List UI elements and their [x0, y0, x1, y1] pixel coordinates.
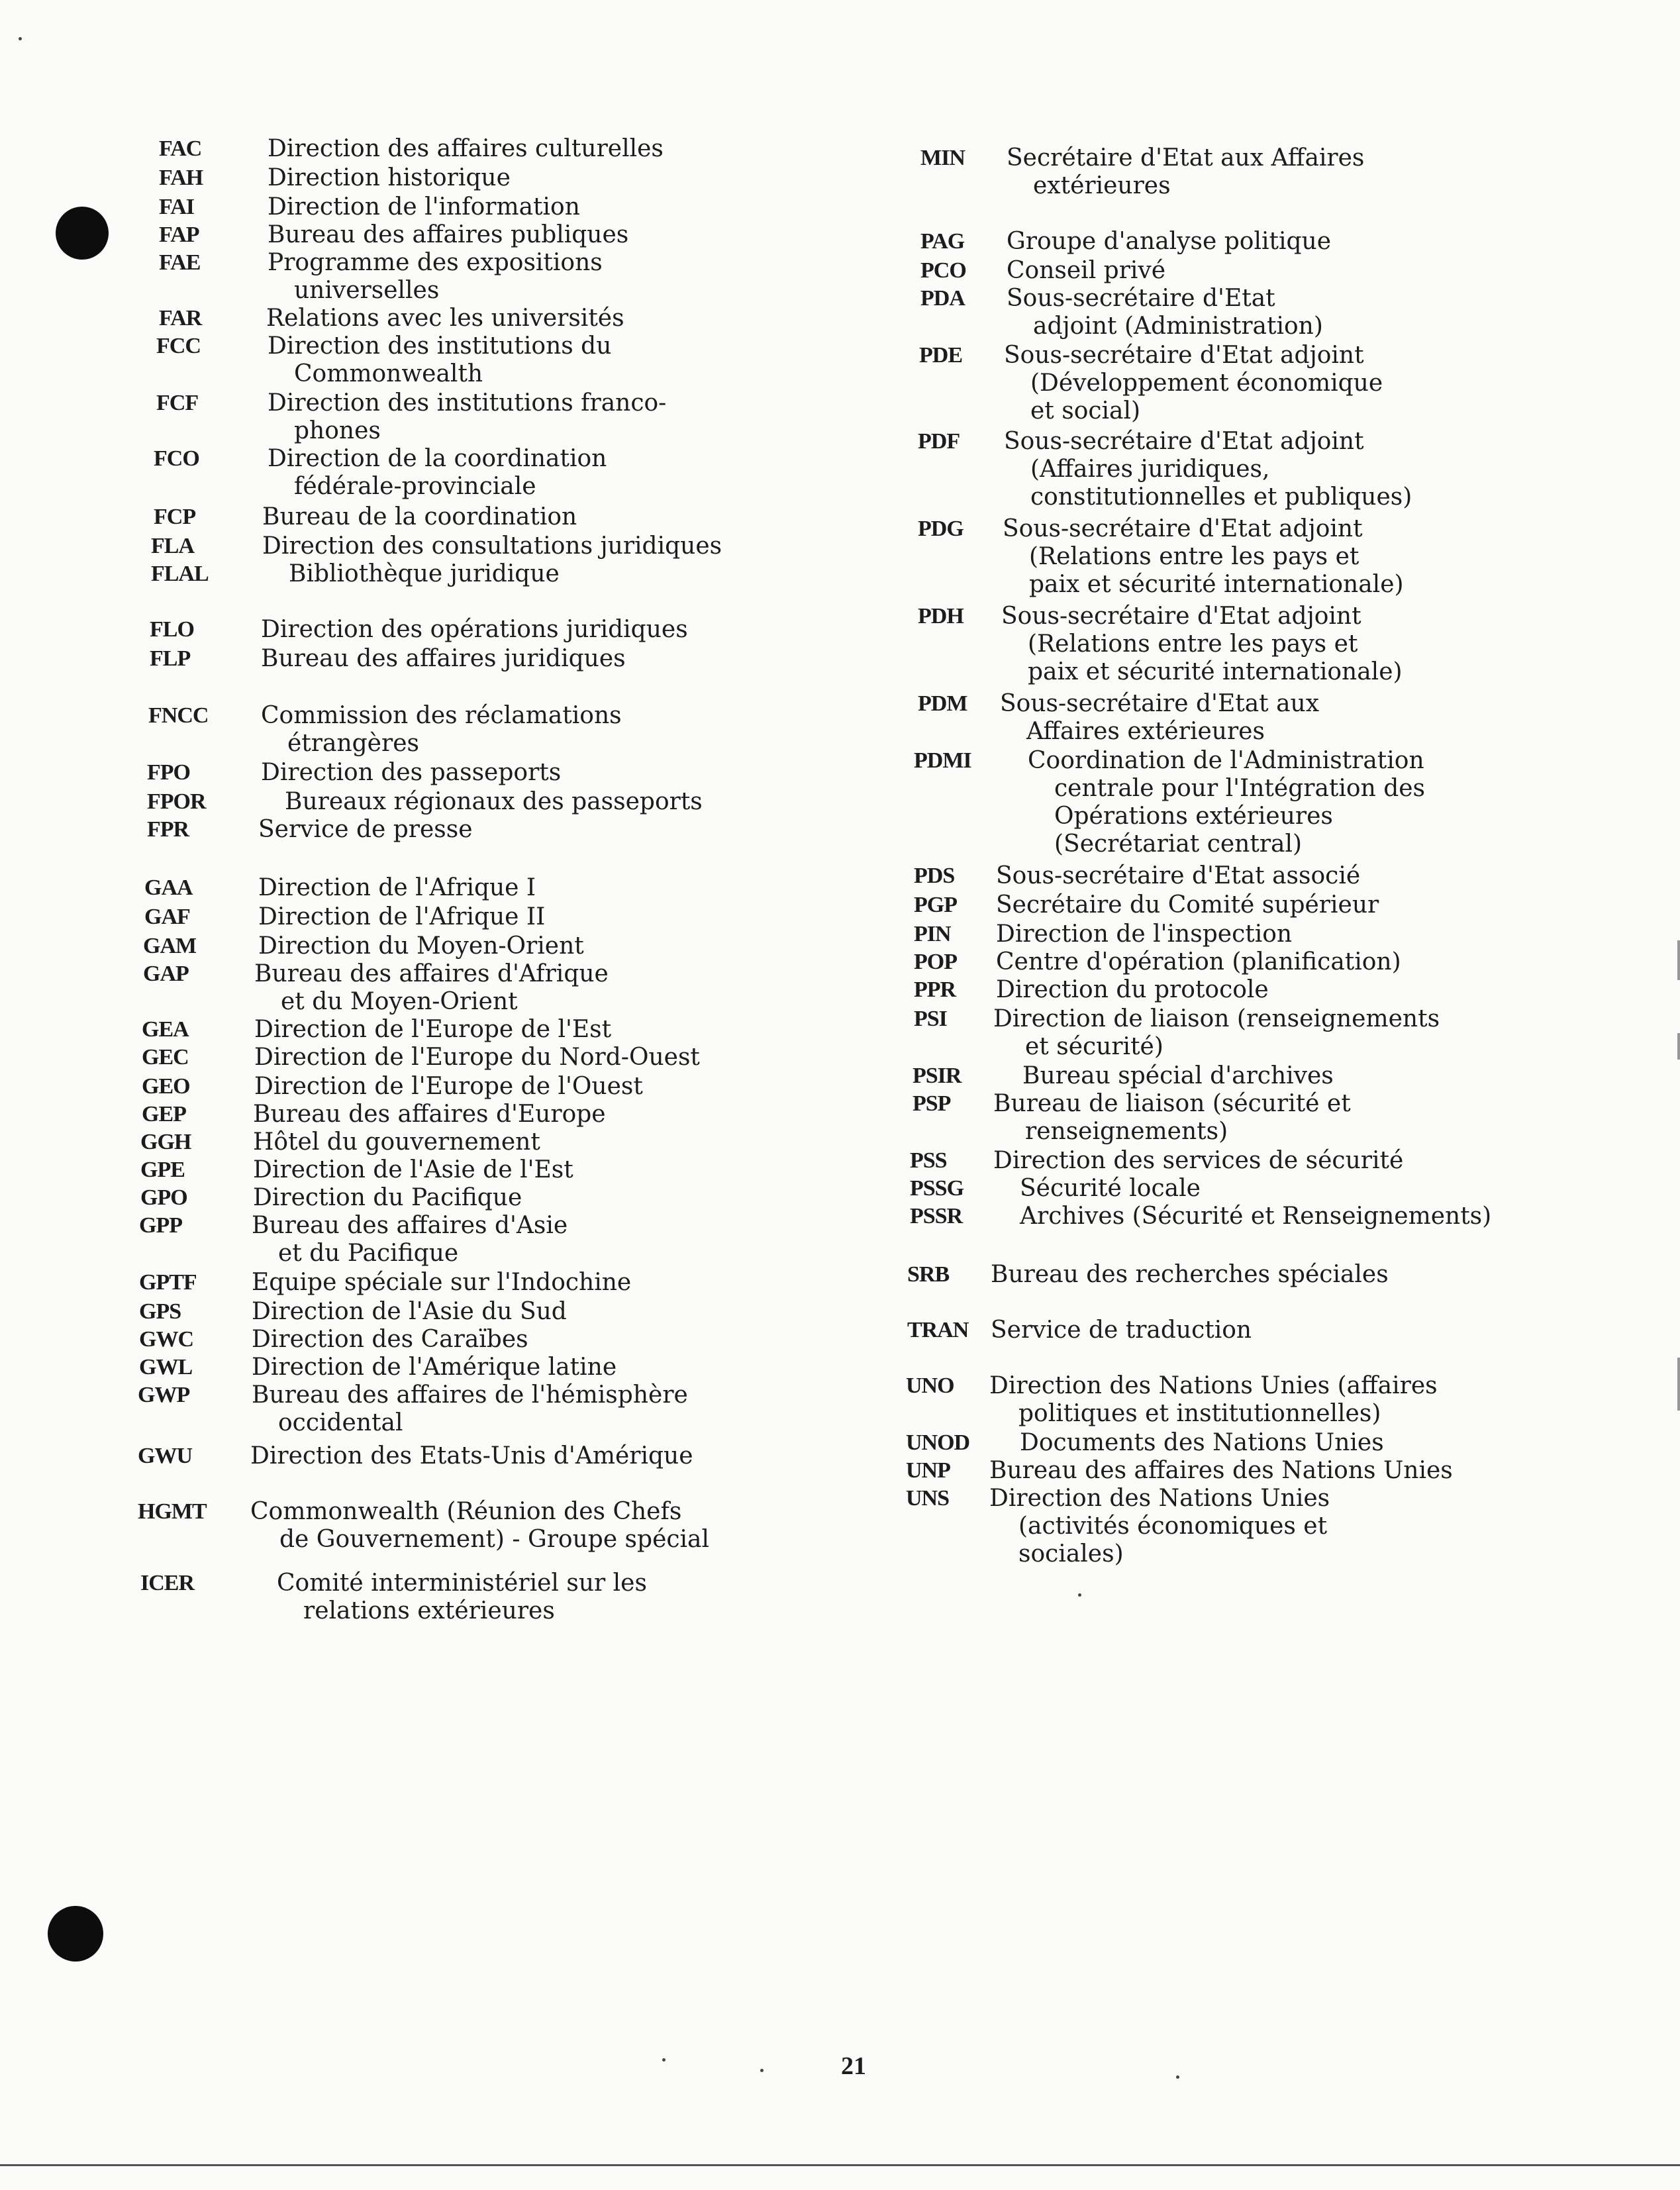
description-line: (Secrétariat central): [1054, 830, 1303, 858]
abbreviation-description: [268, 164, 511, 192]
abbreviation-code: PDS: [914, 864, 955, 888]
abbreviation-description: [1020, 1429, 1384, 1457]
abbreviation-code: GPP: [139, 1213, 182, 1238]
abbreviation-description: [261, 702, 622, 758]
description-line: (activités économiques et: [1018, 1513, 1328, 1540]
abbreviation-description: [991, 1261, 1389, 1289]
description-line: Bureaux régionaux des passeports: [285, 788, 703, 815]
description-line: étrangères: [287, 730, 419, 757]
abbreviation-code: FPO: [147, 760, 190, 785]
abbreviation-description: [253, 1128, 540, 1156]
abbreviation-code: GPTF: [139, 1270, 197, 1295]
abbreviation-code: PSP: [913, 1091, 951, 1116]
description-line: et du Moyen-Orient: [281, 988, 518, 1015]
abbreviation-code: FAR: [159, 306, 202, 330]
description-line: Direction de l'Amérique latine: [252, 1354, 617, 1381]
abbreviation-description: [262, 503, 577, 531]
abbreviation-code: GWU: [138, 1444, 192, 1468]
abbreviation-description: [1022, 1062, 1334, 1090]
abbreviation-description: [254, 1073, 643, 1101]
abbreviation-code: GWP: [138, 1383, 190, 1407]
description-line: Sous-secrétaire d'Etat adjoint: [1004, 342, 1364, 369]
abbreviation-description: [289, 560, 560, 588]
abbreviation-description: [996, 948, 1401, 976]
description-line: Equipe spéciale sur l'Indochine: [252, 1269, 632, 1296]
description-line: (Affaires juridiques,: [1030, 456, 1270, 483]
abbreviation-description: [1004, 428, 1412, 511]
description-line: Sous-secrétaire d'Etat aux: [1000, 690, 1320, 717]
abbreviation-code: FNCC: [148, 703, 209, 728]
description-line: Direction de l'Afrique I: [258, 874, 536, 901]
abbreviation-code: GPS: [139, 1299, 181, 1324]
abbreviation-description: [268, 445, 607, 501]
description-line: Groupe d'analyse politique: [1007, 228, 1332, 255]
abbreviation-code: HGMT: [138, 1499, 207, 1524]
abbreviation-description: [252, 1354, 617, 1381]
description-line: Bureau des affaires juridiques: [261, 645, 626, 672]
description-line: Commonwealth (Réunion des Chefs: [250, 1498, 682, 1525]
description-line: universelles: [294, 277, 440, 304]
abbreviation-code: MIN: [920, 146, 965, 170]
description-line: Direction des Nations Unies: [989, 1485, 1330, 1512]
description-line: Secrétaire du Comité supérieur: [996, 891, 1379, 919]
abbreviation-code: PCO: [920, 258, 966, 283]
abbreviation-code: FCP: [154, 505, 196, 529]
abbreviation-code: UNOD: [906, 1430, 970, 1455]
abbreviation-code: GWL: [139, 1355, 193, 1379]
description-line: Bureau des affaires des Nations Unies: [989, 1457, 1453, 1484]
punch-hole-top: [56, 207, 109, 260]
description-line: Direction de l'Europe de l'Ouest: [254, 1073, 643, 1100]
abbreviation-description: [250, 1442, 693, 1470]
abbreviation-description: [253, 1101, 606, 1128]
description-line: Direction de liaison (renseignements: [993, 1005, 1440, 1032]
description-line: renseignements): [1025, 1118, 1228, 1145]
description-line: (Relations entre les pays et: [1029, 543, 1359, 570]
description-line: Bureau des affaires d'Europe: [253, 1101, 606, 1128]
description-line: Archives (Sécurité et Renseignements): [1020, 1203, 1492, 1230]
abbreviation-description: [1007, 285, 1323, 340]
description-line: Bureau des affaires d'Afrique: [254, 960, 609, 987]
scan-speck: [1078, 1593, 1081, 1597]
abbreviation-code: UNP: [906, 1458, 950, 1483]
abbreviation-code: UNS: [906, 1486, 950, 1511]
abbreviation-description: [252, 1326, 528, 1354]
abbreviation-description: [993, 1147, 1403, 1175]
abbreviation-code: POP: [914, 950, 957, 974]
abbreviation-code: PSSG: [910, 1176, 964, 1201]
description-line: Direction de l'Afrique II: [258, 903, 546, 930]
description-line: centrale pour l'Intégration des: [1054, 775, 1426, 802]
abbreviation-description: [996, 921, 1292, 948]
abbreviation-description: [261, 616, 688, 644]
abbreviation-code: GGH: [140, 1130, 191, 1154]
abbreviation-description: [1028, 747, 1425, 858]
abbreviation-description: [262, 532, 722, 560]
description-line: (Relations entre les pays et: [1028, 630, 1358, 658]
description-line: Sous-secrétaire d'Etat adjoint: [1004, 428, 1364, 455]
description-line: Direction des passeports: [261, 759, 562, 786]
description-line: Coordination de l'Administration: [1028, 747, 1424, 774]
abbreviation-description: [253, 1156, 573, 1184]
description-line: Sous-secrétaire d'Etat: [1007, 285, 1275, 312]
description-line: politiques et institutionnelles): [1018, 1400, 1381, 1427]
abbreviation-description: [268, 221, 628, 249]
abbreviation-code: PSSR: [910, 1204, 963, 1228]
description-line: Documents des Nations Unies: [1020, 1429, 1384, 1456]
abbreviation-code: GEA: [142, 1017, 189, 1042]
description-line: paix et sécurité internationale): [1028, 658, 1403, 685]
abbreviation-description: [268, 332, 611, 388]
description-line: Direction des opérations juridiques: [261, 616, 688, 643]
abbreviation-description: [996, 976, 1269, 1004]
abbreviation-code: PDMI: [914, 748, 971, 773]
abbreviation-description: [989, 1485, 1330, 1568]
bottom-rule: [0, 2164, 1680, 2166]
description-line: Conseil privé: [1007, 257, 1166, 284]
abbreviation-code: GEP: [142, 1102, 186, 1126]
description-line: Bibliothèque juridique: [289, 560, 560, 587]
abbreviation-code: FPR: [147, 817, 189, 842]
description-line: constitutionnelles et publiques): [1030, 483, 1412, 511]
description-line: Commonwealth: [294, 360, 483, 387]
description-line: Direction des consultations juridiques: [262, 532, 722, 560]
abbreviation-code: PDH: [918, 604, 964, 628]
abbreviation-code: GAF: [144, 905, 190, 929]
abbreviation-description: [261, 759, 561, 787]
description-line: Direction du Moyen-Orient: [258, 932, 584, 960]
abbreviation-description: [268, 389, 666, 445]
description-line: Direction des Nations Unies (affaires: [989, 1372, 1438, 1399]
abbreviation-description: [1007, 257, 1165, 285]
abbreviation-code: GPE: [140, 1158, 185, 1182]
description-line: sociales): [1018, 1540, 1124, 1568]
description-line: (Développement économique: [1030, 370, 1383, 397]
description-line: Service de traduction: [991, 1317, 1252, 1344]
abbreviation-description: [1020, 1203, 1491, 1230]
abbreviation-description: [1001, 603, 1403, 686]
description-line: Bureau des affaires publiques: [268, 221, 629, 248]
abbreviation-code: GAM: [143, 934, 197, 958]
abbreviation-description: [252, 1381, 688, 1437]
abbreviation-code: FAC: [159, 136, 202, 161]
abbreviation-description: [268, 193, 580, 221]
description-line: de Gouvernement) - Groupe spécial: [279, 1526, 710, 1553]
abbreviation-code: PSIR: [913, 1064, 962, 1088]
description-line: Direction de l'Europe du Nord-Ouest: [254, 1044, 700, 1071]
description-line: Direction du Pacifique: [253, 1184, 522, 1211]
description-line: Bureau des affaires d'Asie: [252, 1212, 568, 1239]
abbreviation-code: FAH: [159, 166, 203, 190]
scan-speck: [662, 2058, 666, 2062]
abbreviation-code: SRB: [907, 1262, 950, 1287]
abbreviation-code: PSI: [914, 1007, 947, 1031]
abbreviation-description: [1020, 1175, 1201, 1203]
description-line: Direction du protocole: [996, 976, 1269, 1003]
abbreviation-code: FAP: [159, 223, 199, 247]
abbreviation-description: [996, 891, 1379, 919]
description-line: Bureau de la coordination: [262, 503, 577, 530]
abbreviation-description: [996, 862, 1360, 890]
abbreviation-description: [252, 1269, 631, 1297]
abbreviation-code: FAI: [159, 195, 195, 219]
description-line: Secrétaire d'Etat aux Affaires: [1007, 144, 1365, 172]
description-line: Bureau spécial d'archives: [1022, 1062, 1334, 1089]
abbreviation-code: FCO: [154, 446, 199, 471]
abbreviation-description: [252, 1212, 568, 1268]
abbreviation-code: FLAL: [151, 562, 209, 586]
description-line: Opérations extérieures: [1054, 803, 1333, 830]
abbreviation-description: [1003, 515, 1404, 599]
description-line: Relations avec les universités: [266, 305, 624, 332]
abbreviation-description: [989, 1372, 1438, 1428]
abbreviation-description: [250, 1498, 709, 1554]
abbreviation-description: [268, 135, 664, 163]
abbreviation-description: [1004, 342, 1383, 425]
abbreviation-description: [252, 1298, 567, 1326]
description-line: Sous-secrétaire d'Etat adjoint: [1003, 515, 1363, 542]
abbreviation-description: [253, 1184, 522, 1212]
description-line: fédérale-provinciale: [294, 473, 536, 500]
description-line: occidental: [278, 1409, 403, 1436]
description-line: Centre d'opération (planification): [996, 948, 1401, 975]
abbreviation-code: PDA: [920, 286, 965, 311]
abbreviation-code: ICER: [140, 1571, 195, 1595]
abbreviation-description: [993, 1005, 1440, 1061]
description-line: Direction de l'Asie de l'Est: [253, 1156, 573, 1183]
abbreviation-code: GEC: [142, 1045, 189, 1070]
abbreviation-code: GWC: [139, 1327, 193, 1352]
abbreviation-description: [254, 960, 609, 1016]
description-line: Direction des Caraïbes: [252, 1326, 528, 1353]
description-line: Sous-secrétaire d'Etat adjoint: [1001, 603, 1361, 630]
description-line: Comité interministériel sur les: [277, 1569, 647, 1597]
punch-hole-bottom: [48, 1906, 103, 1962]
abbreviation-description: [991, 1317, 1252, 1344]
scan-speck: [19, 37, 22, 40]
abbreviation-code: PAG: [920, 229, 965, 254]
abbreviation-description: [258, 816, 473, 844]
description-line: Direction de l'Asie du Sud: [252, 1298, 567, 1325]
scan-edge-mark: [1677, 940, 1680, 980]
abbreviation-description: [254, 1016, 611, 1044]
description-line: Direction de l'inspection: [996, 921, 1293, 948]
abbreviation-description: [266, 305, 624, 332]
description-line: et social): [1030, 397, 1141, 424]
scan-edge-mark: [1677, 1358, 1680, 1411]
description-line: Affaires extérieures: [1026, 718, 1265, 745]
abbreviation-code: PGP: [914, 893, 957, 917]
scan-speck: [760, 2069, 764, 2072]
abbreviation-description: [1000, 690, 1319, 746]
scan-edge-mark: [1677, 1033, 1680, 1060]
description-line: et du Pacifique: [278, 1240, 459, 1267]
description-line: Hôtel du gouvernement: [253, 1128, 540, 1156]
scan-speck: [1176, 2075, 1179, 2079]
description-line: relations extérieures: [303, 1597, 555, 1624]
description-line: Bureau des recherches spéciales: [991, 1261, 1389, 1288]
abbreviation-code: FLP: [150, 646, 191, 671]
abbreviation-description: [989, 1457, 1453, 1485]
abbreviation-description: [258, 932, 584, 960]
description-line: Bureau de liaison (sécurité et: [993, 1090, 1351, 1117]
description-line: Direction de l'information: [268, 193, 580, 221]
abbreviation-code: PPR: [914, 977, 956, 1002]
abbreviation-code: PDE: [919, 343, 962, 368]
abbreviation-description: [277, 1569, 647, 1625]
abbreviation-code: GAP: [143, 962, 189, 986]
abbreviation-description: [1007, 144, 1364, 200]
description-line: Bureau des affaires de l'hémisphère: [252, 1381, 688, 1409]
abbreviation-code: PDF: [918, 429, 960, 454]
description-line: Programme des expositions: [268, 249, 603, 276]
abbreviation-code: UNO: [906, 1373, 954, 1398]
description-line: Sous-secrétaire d'Etat associé: [996, 862, 1361, 889]
abbreviation-code: GAA: [144, 875, 193, 900]
description-line: Service de presse: [258, 816, 473, 843]
abbreviation-code: PDG: [918, 517, 964, 541]
abbreviation-description: [993, 1090, 1351, 1146]
description-line: Direction des Etats-Unis d'Amérique: [250, 1442, 693, 1469]
abbreviation-code: FCF: [156, 391, 199, 415]
abbreviation-description: [254, 1044, 700, 1071]
description-line: Direction de la coordination: [268, 445, 607, 472]
abbreviation-code: FLO: [150, 617, 194, 642]
abbreviation-description: [261, 645, 626, 673]
page-number: 21: [841, 2052, 866, 2080]
abbreviation-description: [1007, 228, 1331, 256]
description-line: Direction de l'Europe de l'Est: [254, 1016, 612, 1043]
abbreviation-code: FCC: [156, 334, 201, 358]
abbreviation-code: PIN: [914, 922, 951, 946]
abbreviation-description: [258, 874, 536, 902]
abbreviation-code: PDM: [918, 691, 967, 716]
description-line: paix et sécurité internationale): [1029, 571, 1404, 598]
abbreviation-description: [285, 788, 703, 816]
description-line: et sécurité): [1025, 1033, 1163, 1060]
description-line: Direction des institutions franco-: [268, 389, 667, 417]
description-line: Direction des institutions du: [268, 332, 612, 360]
description-line: Direction historique: [268, 164, 511, 191]
description-line: Direction des affaires culturelles: [268, 135, 664, 162]
abbreviation-code: GPO: [140, 1185, 187, 1210]
description-line: Commission des réclamations: [261, 702, 622, 729]
abbreviation-description: [258, 903, 545, 931]
abbreviation-code: PSS: [910, 1148, 947, 1173]
abbreviation-code: FPOR: [147, 789, 206, 814]
abbreviation-code: TRAN: [907, 1318, 969, 1342]
description-line: Sécurité locale: [1020, 1175, 1201, 1202]
abbreviation-code: FAE: [159, 250, 201, 275]
description-line: Direction des services de sécurité: [993, 1147, 1404, 1174]
description-line: extérieures: [1033, 172, 1171, 199]
description-line: phones: [294, 417, 381, 444]
abbreviation-description: [268, 249, 603, 305]
description-line: adjoint (Administration): [1033, 313, 1323, 340]
abbreviation-code: FLA: [151, 534, 194, 558]
abbreviation-code: GEO: [142, 1074, 190, 1099]
